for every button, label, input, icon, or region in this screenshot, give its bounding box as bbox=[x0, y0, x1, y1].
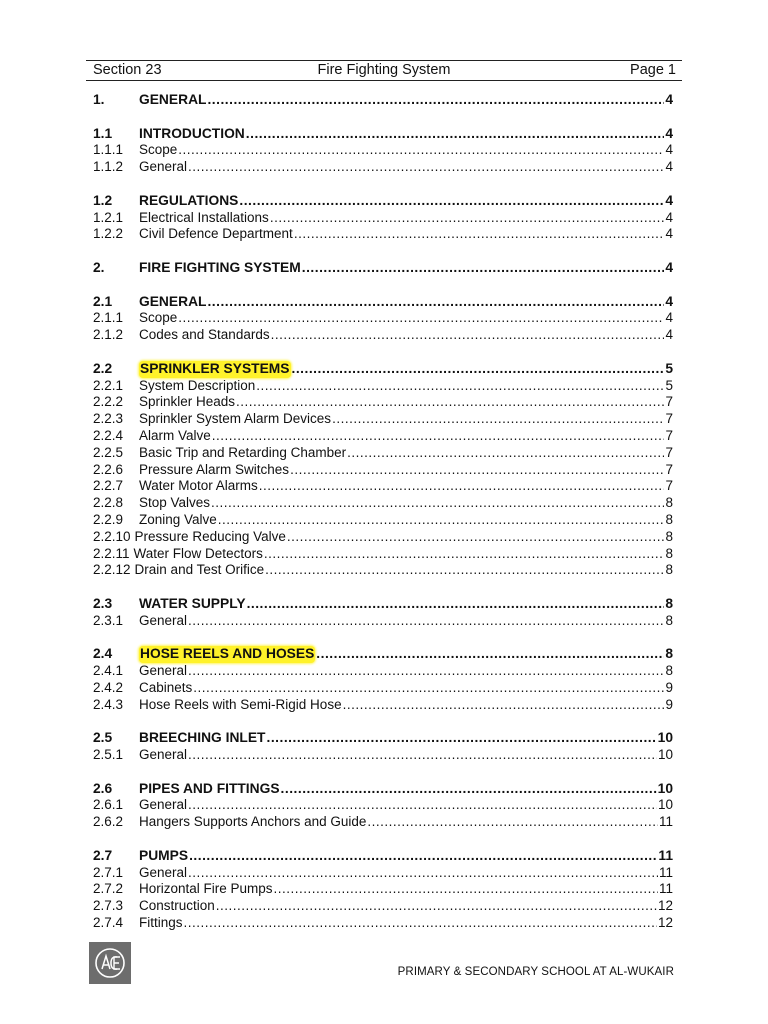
toc-dot-leader bbox=[212, 428, 665, 445]
toc-spacer bbox=[93, 344, 673, 361]
toc-dot-leader bbox=[246, 126, 665, 143]
toc-entry[interactable] bbox=[93, 394, 673, 411]
toc-entry-number: 2.5 bbox=[93, 730, 113, 746]
toc-entry-page: 8 bbox=[665, 646, 673, 662]
toc-entry-title: Civil Defence Department bbox=[139, 226, 293, 242]
toc-entry-title: Alarm Valve bbox=[139, 427, 211, 443]
toc-entry-number: 2.3.1 bbox=[93, 612, 124, 628]
toc-entry-number: 2.2.5 bbox=[93, 444, 124, 460]
toc-entry-number: 2. bbox=[93, 259, 105, 275]
toc-entry[interactable] bbox=[93, 411, 673, 428]
toc-dot-leader bbox=[178, 142, 664, 159]
toc-entry-title: General bbox=[139, 663, 188, 679]
toc-dot-leader bbox=[281, 781, 657, 798]
toc-entry-number: 2.7.1 bbox=[93, 864, 124, 880]
toc-entry[interactable] bbox=[93, 495, 673, 512]
toc-entry-number: 1.2 bbox=[93, 192, 113, 208]
toc-dot-leader bbox=[207, 92, 664, 109]
toc-entry-page: 7 bbox=[665, 394, 673, 410]
toc-entry-title: Scope bbox=[139, 142, 178, 158]
toc-entry[interactable] bbox=[93, 310, 673, 327]
toc-spacer bbox=[93, 713, 673, 730]
toc-entry-page: 4 bbox=[665, 327, 673, 343]
toc-entry-number: 2.2.1 bbox=[93, 377, 124, 393]
toc-entry[interactable] bbox=[93, 781, 673, 798]
toc-entry-number: 2.6 bbox=[93, 780, 113, 796]
toc-entry-number: 2.1.2 bbox=[93, 327, 124, 343]
toc-entry-title: Pressure Reducing Valve bbox=[134, 528, 286, 544]
toc-entry[interactable] bbox=[93, 915, 673, 932]
toc-entry-page: 8 bbox=[665, 528, 673, 544]
toc-entry[interactable] bbox=[93, 747, 673, 764]
toc-entry-title: PUMPS bbox=[139, 847, 189, 863]
toc-entry-number: 2.6.2 bbox=[93, 814, 124, 830]
toc-entry[interactable] bbox=[93, 663, 673, 680]
toc-entry-page: 11 bbox=[658, 881, 673, 897]
toc-entry-title: System Description bbox=[139, 377, 256, 393]
toc-entry-title: General bbox=[139, 864, 188, 880]
toc-entry-number: 2.2 bbox=[93, 360, 113, 376]
toc-dot-leader bbox=[207, 294, 664, 311]
toc-dot-leader bbox=[266, 730, 656, 747]
toc-entry-number: 2.6.1 bbox=[93, 797, 124, 813]
toc-entry-number: 1.1.2 bbox=[93, 159, 124, 175]
table-of-contents bbox=[93, 92, 673, 932]
toc-entry-number: 2.2.11 bbox=[93, 545, 130, 561]
toc-entry-page: 12 bbox=[657, 915, 673, 931]
toc-entry-page: 7 bbox=[665, 461, 673, 477]
toc-spacer bbox=[93, 109, 673, 126]
toc-entry[interactable] bbox=[93, 730, 673, 747]
toc-entry-number: 2.2.8 bbox=[93, 495, 124, 511]
toc-entry-title: Fittings bbox=[139, 915, 183, 931]
toc-dot-leader bbox=[287, 529, 665, 546]
toc-entry[interactable] bbox=[93, 378, 673, 395]
toc-entry-number: 2.3 bbox=[93, 595, 113, 611]
toc-entry[interactable] bbox=[93, 680, 673, 697]
toc-entry[interactable] bbox=[93, 478, 673, 495]
toc-entry-page: 4 bbox=[665, 209, 673, 225]
toc-entry-title: Horizontal Fire Pumps bbox=[139, 881, 273, 897]
toc-entry-title: Sprinkler Heads bbox=[139, 394, 236, 410]
toc-entry-page: 9 bbox=[665, 679, 673, 695]
toc-entry-page: 4 bbox=[665, 259, 673, 275]
toc-entry[interactable] bbox=[93, 596, 673, 613]
toc-entry[interactable] bbox=[93, 646, 673, 663]
toc-entry-number: 2.2.3 bbox=[93, 411, 124, 427]
toc-dot-leader bbox=[274, 881, 658, 898]
toc-entry[interactable] bbox=[93, 445, 673, 462]
toc-entry-page: 4 bbox=[665, 293, 673, 309]
toc-entry-number: 2.2.6 bbox=[93, 461, 124, 477]
toc-dot-leader bbox=[178, 310, 664, 327]
toc-dot-leader bbox=[292, 361, 665, 378]
toc-dot-leader bbox=[264, 546, 665, 563]
toc-entry-title: SPRINKLER SYSTEMS bbox=[140, 360, 290, 376]
toc-entry[interactable] bbox=[93, 562, 673, 579]
toc-dot-leader bbox=[188, 159, 664, 176]
toc-entry-number: 2.5.1 bbox=[93, 747, 124, 763]
toc-entry-page: 10 bbox=[657, 780, 673, 796]
toc-entry-page: 11 bbox=[658, 864, 673, 880]
toc-entry-page: 12 bbox=[657, 898, 673, 914]
toc-dot-leader bbox=[343, 697, 665, 714]
toc-dot-leader bbox=[256, 378, 664, 395]
toc-dot-leader bbox=[188, 663, 664, 680]
toc-entry-title: Zoning Valve bbox=[139, 511, 217, 527]
toc-dot-leader bbox=[239, 193, 664, 210]
company-logo bbox=[89, 942, 131, 984]
toc-dot-leader bbox=[193, 680, 664, 697]
toc-entry-page: 7 bbox=[665, 427, 673, 443]
toc-spacer bbox=[93, 579, 673, 596]
toc-entry-number: 2.2.12 bbox=[93, 562, 131, 578]
toc-entry[interactable] bbox=[93, 92, 673, 109]
toc-entry-number: 1. bbox=[93, 92, 105, 107]
toc-entry-number: 1.1 bbox=[93, 125, 113, 141]
toc-entry-title: INTRODUCTION bbox=[139, 125, 245, 141]
toc-entry-page: 9 bbox=[665, 696, 673, 712]
toc-entry[interactable] bbox=[93, 898, 673, 915]
toc-entry-page: 8 bbox=[665, 562, 673, 578]
toc-entry-title: Pressure Alarm Switches bbox=[139, 461, 290, 477]
toc-entry-title: General bbox=[139, 612, 188, 628]
toc-entry[interactable] bbox=[93, 361, 673, 378]
toc-entry-title: Hose Reels with Semi-Rigid Hose bbox=[139, 696, 342, 712]
toc-entry-number: 2.4 bbox=[93, 646, 113, 662]
toc-entry-page: 8 bbox=[665, 495, 673, 511]
toc-entry-page: 5 bbox=[665, 377, 673, 393]
toc-entry-number: 2.4.1 bbox=[93, 663, 124, 679]
toc-entry[interactable] bbox=[93, 613, 673, 630]
toc-entry[interactable] bbox=[93, 260, 673, 277]
toc-dot-leader bbox=[188, 747, 657, 764]
toc-dot-leader bbox=[188, 613, 664, 630]
toc-entry[interactable] bbox=[93, 865, 673, 882]
toc-entry-title: WATER SUPPLY bbox=[139, 595, 246, 611]
toc-entry[interactable] bbox=[93, 142, 673, 159]
toc-entry-title: PIPES AND FITTINGS bbox=[139, 780, 280, 796]
toc-entry-page: 8 bbox=[665, 545, 673, 561]
toc-entry-title: HOSE REELS AND HOSES bbox=[140, 646, 315, 662]
toc-dot-leader bbox=[247, 596, 665, 613]
toc-entry-title: General bbox=[139, 159, 188, 175]
toc-entry[interactable] bbox=[93, 848, 673, 865]
toc-entry-number: 2.4.2 bbox=[93, 679, 124, 695]
toc-entry-page: 8 bbox=[665, 511, 673, 527]
toc-entry-title: Codes and Standards bbox=[139, 327, 270, 343]
toc-entry-number: 2.1 bbox=[93, 293, 113, 309]
header-page-number: Page 1 bbox=[630, 62, 676, 78]
toc-entry[interactable] bbox=[93, 226, 673, 243]
toc-entry-number: 2.7 bbox=[93, 847, 113, 863]
toc-entry-title: Water Motor Alarms bbox=[139, 478, 258, 494]
page-header bbox=[86, 60, 682, 81]
toc-entry[interactable] bbox=[93, 327, 673, 344]
toc-entry[interactable] bbox=[93, 546, 673, 563]
toc-entry[interactable] bbox=[93, 881, 673, 898]
toc-entry-page: 4 bbox=[665, 159, 673, 175]
toc-spacer bbox=[93, 630, 673, 647]
toc-entry-number: 2.7.3 bbox=[93, 898, 124, 914]
toc-entry-title: Drain and Test Orifice bbox=[134, 562, 265, 578]
toc-dot-leader bbox=[259, 478, 665, 495]
toc-entry[interactable] bbox=[93, 462, 673, 479]
toc-entry-number: 2.2.2 bbox=[93, 394, 124, 410]
toc-dot-leader bbox=[265, 562, 664, 579]
toc-entry-page: 7 bbox=[665, 478, 673, 494]
toc-entry-title: Hangers Supports Anchors and Guide bbox=[139, 814, 367, 830]
toc-dot-leader bbox=[347, 445, 664, 462]
toc-entry-page: 10 bbox=[657, 730, 673, 746]
toc-spacer bbox=[93, 831, 673, 848]
header-section: Section 23 bbox=[93, 62, 162, 78]
toc-spacer bbox=[93, 176, 673, 193]
toc-entry-title: REGULATIONS bbox=[139, 192, 239, 208]
toc-entry-title: FIRE FIGHTING SYSTEM bbox=[139, 259, 301, 275]
toc-dot-leader bbox=[189, 848, 657, 865]
toc-entry-number: 2.7.2 bbox=[93, 881, 124, 897]
toc-entry-title: Cabinets bbox=[139, 679, 193, 695]
toc-entry[interactable] bbox=[93, 814, 673, 831]
toc-entry-page: 10 bbox=[657, 797, 673, 813]
toc-entry-title: General bbox=[139, 747, 188, 763]
toc-entry-number: 2.2.4 bbox=[93, 427, 124, 443]
toc-spacer bbox=[93, 764, 673, 781]
toc-entry-number: 2.2.9 bbox=[93, 511, 124, 527]
toc-entry-number: 1.1.1 bbox=[93, 142, 124, 158]
toc-entry-number: 1.2.1 bbox=[93, 209, 124, 225]
toc-entry-page: 8 bbox=[665, 612, 673, 628]
toc-entry-number: 2.2.10 bbox=[93, 528, 131, 544]
toc-entry-page: 8 bbox=[665, 595, 673, 611]
toc-entry-page: 4 bbox=[665, 310, 673, 326]
toc-dot-leader bbox=[216, 898, 657, 915]
toc-dot-leader bbox=[188, 865, 658, 882]
toc-dot-leader bbox=[316, 646, 664, 663]
toc-entry-title: GENERAL bbox=[139, 293, 207, 309]
toc-dot-leader bbox=[211, 495, 664, 512]
toc-entry[interactable] bbox=[93, 126, 673, 143]
toc-spacer bbox=[93, 243, 673, 260]
toc-entry-page: 10 bbox=[657, 747, 673, 763]
toc-dot-leader bbox=[218, 512, 665, 529]
toc-spacer bbox=[93, 277, 673, 294]
toc-entry-number: 1.2.2 bbox=[93, 226, 124, 242]
toc-entry-page: 11 bbox=[658, 847, 673, 863]
header-title: Fire Fighting System bbox=[317, 62, 451, 78]
toc-entry-page: 4 bbox=[665, 192, 673, 208]
toc-dot-leader bbox=[270, 210, 665, 227]
toc-entry-page: 4 bbox=[665, 142, 673, 158]
toc-dot-leader bbox=[367, 814, 658, 831]
toc-entry-title: General bbox=[139, 797, 188, 813]
toc-dot-leader bbox=[184, 915, 657, 932]
toc-entry-page: 8 bbox=[665, 663, 673, 679]
toc-entry[interactable] bbox=[93, 512, 673, 529]
toc-entry[interactable] bbox=[93, 294, 673, 311]
toc-entry-title: Water Flow Detectors bbox=[133, 545, 263, 561]
toc-entry-page: 11 bbox=[658, 814, 673, 830]
toc-entry-title: BREECHING INLET bbox=[139, 730, 266, 746]
toc-entry-number: 2.4.3 bbox=[93, 696, 124, 712]
toc-entry-page: 5 bbox=[665, 360, 673, 376]
toc-entry-title: Sprinkler System Alarm Devices bbox=[139, 411, 332, 427]
toc-entry-number: 2.7.4 bbox=[93, 915, 124, 931]
toc-entry[interactable] bbox=[93, 697, 673, 714]
toc-entry[interactable] bbox=[93, 210, 673, 227]
toc-entry-title: Basic Trip and Retarding Chamber bbox=[139, 444, 347, 460]
toc-entry[interactable] bbox=[93, 529, 673, 546]
toc-entry[interactable] bbox=[93, 193, 673, 210]
toc-dot-leader bbox=[290, 462, 664, 479]
toc-dot-leader bbox=[294, 226, 665, 243]
toc-entry-page: 4 bbox=[665, 92, 673, 107]
toc-entry[interactable] bbox=[93, 797, 673, 814]
toc-entry-page: 7 bbox=[665, 444, 673, 460]
toc-dot-leader bbox=[236, 394, 664, 411]
toc-entry[interactable] bbox=[93, 428, 673, 445]
toc-dot-leader bbox=[271, 327, 665, 344]
toc-entry-number: 2.1.1 bbox=[93, 310, 124, 326]
toc-entry-title: GENERAL bbox=[139, 92, 207, 107]
toc-entry-page: 7 bbox=[665, 411, 673, 427]
toc-dot-leader bbox=[332, 411, 664, 428]
toc-dot-leader bbox=[188, 797, 657, 814]
toc-entry-number: 2.2.7 bbox=[93, 478, 124, 494]
toc-dot-leader bbox=[302, 260, 665, 277]
toc-entry-title: Construction bbox=[139, 898, 215, 914]
footer-project-name: PRIMARY & SECONDARY SCHOOL AT AL-WUKAIR bbox=[397, 966, 674, 978]
toc-entry-title: Stop Valves bbox=[139, 495, 211, 511]
toc-entry[interactable] bbox=[93, 159, 673, 176]
toc-entry-title: Electrical Installations bbox=[139, 209, 269, 225]
toc-entry-title: Scope bbox=[139, 310, 178, 326]
toc-entry-page: 4 bbox=[665, 125, 673, 141]
toc-entry-page: 4 bbox=[665, 226, 673, 242]
